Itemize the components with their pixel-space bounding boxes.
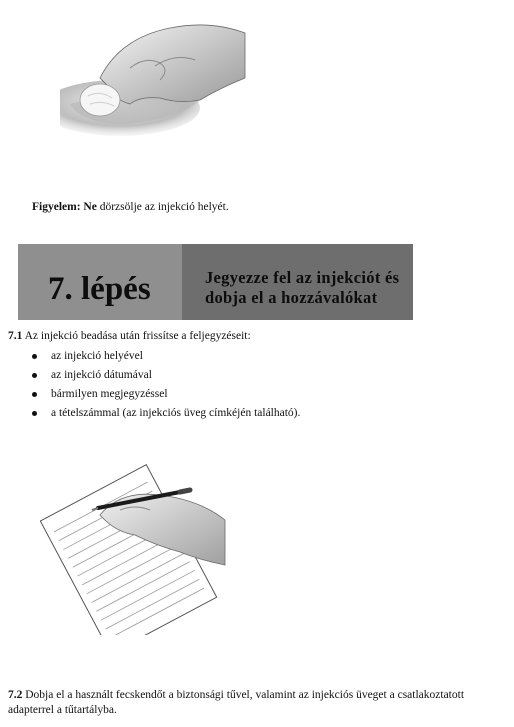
- section-7-2-line-2: adapterrel a tűtartályba.: [8, 704, 117, 716]
- attention-bold-word: Ne: [83, 201, 97, 213]
- step-title-box: [182, 244, 413, 320]
- step-title-line-2: dobja el a hozzávalókat: [205, 288, 378, 307]
- step-number-box: [18, 244, 182, 320]
- step-number: 7. lépés: [48, 271, 151, 307]
- section-7-2-number: 7.2: [8, 689, 23, 701]
- section-7-2: [8, 688, 508, 718]
- attention-label: Figyelem:: [32, 201, 81, 213]
- cotton-ball-hand-illustration: [60, 8, 250, 148]
- section-7-2-line-1: Dobja el a használt fecskendőt a biztonsági tűvel, valamint az injekciós üveget a csatlakoztatott: [25, 689, 465, 701]
- attention-note: [32, 201, 229, 213]
- writing-notes-illustration: [40, 460, 230, 635]
- step-title-line-1: Jegyezze fel az injekciót és: [205, 268, 400, 287]
- step-title: [205, 268, 399, 308]
- list-item: a tételszámmal (az injekciós üveg címkéjén található).: [30, 406, 300, 425]
- list-item: az injekció helyével: [30, 349, 300, 368]
- list-item: bármilyen megjegyzéssel: [30, 387, 300, 406]
- attention-text: dörzsölje az injekció helyét.: [99, 201, 229, 213]
- list-item: az injekció dátumával: [30, 368, 300, 387]
- section-7-1-text: Az injekció beadása után frissítse a feljegyzéseit:: [24, 330, 251, 342]
- record-items-list: [30, 349, 300, 425]
- step-banner: [18, 244, 413, 320]
- section-7-1-intro: [8, 330, 251, 342]
- section-7-1-number: 7.1: [8, 330, 23, 342]
